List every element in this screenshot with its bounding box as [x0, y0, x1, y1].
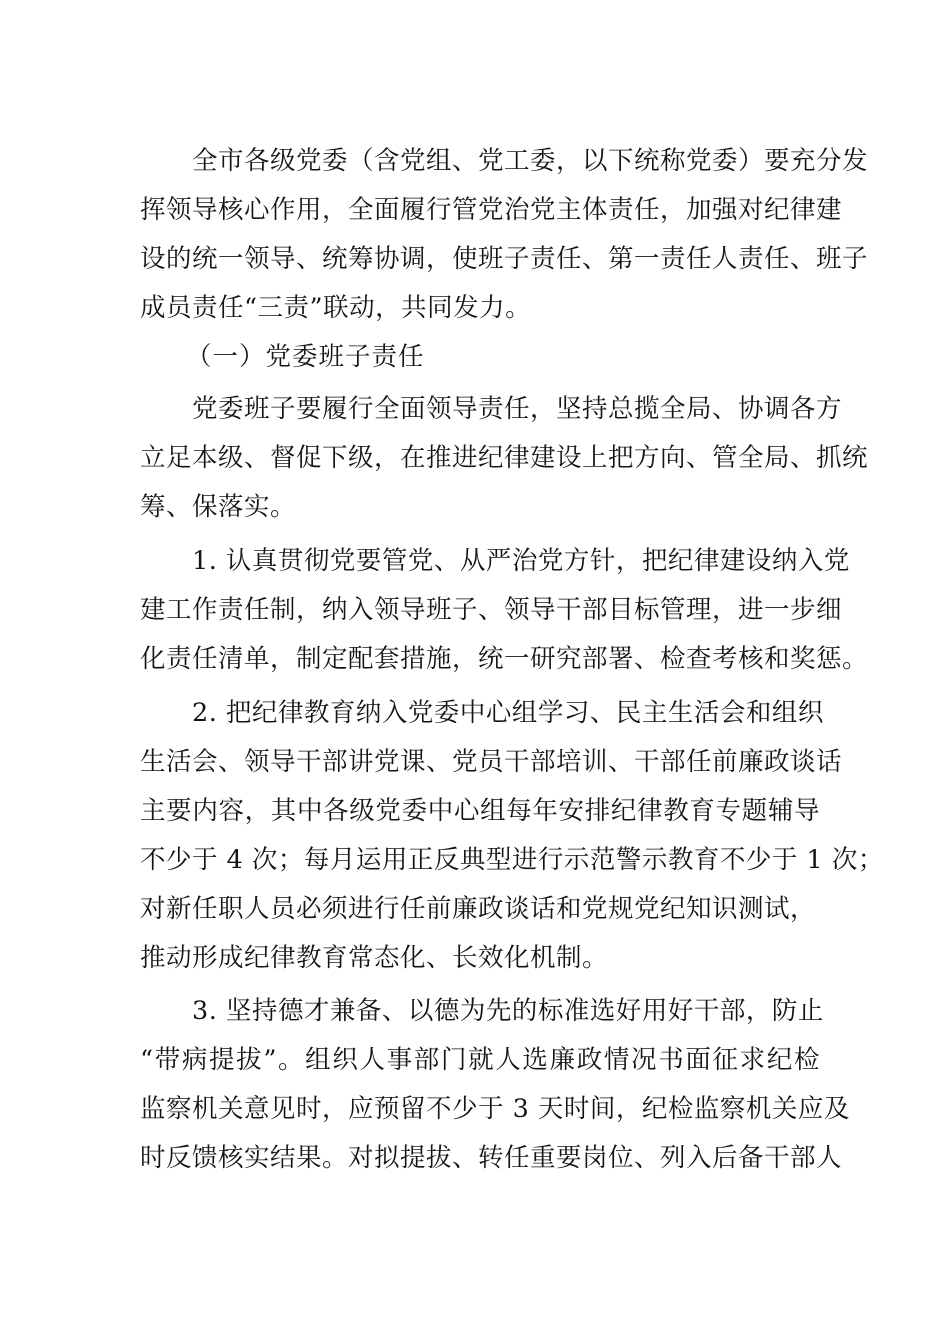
- text-line: 推动形成纪律教育常态化、长效化机制。: [140, 943, 609, 973]
- text-line: 主要内容，其中各级党委中心组每年安排纪律教育专题辅导: [140, 796, 820, 826]
- text-line: 时反馈核实结果。对拟提拔、转任重要岗位、列入后备干部人: [140, 1143, 843, 1173]
- paragraph-item-2: [140, 689, 884, 983]
- paragraph-item-1: [140, 537, 869, 684]
- section-heading: [140, 333, 820, 382]
- text-line: 1. 认真贯彻党要管党、从严治党方针，把纪律建设纳入党: [192, 546, 850, 576]
- paragraph-intro: [140, 137, 869, 333]
- text-line: 2. 把纪律教育纳入党委中心组学习、民主生活会和组织: [192, 698, 824, 728]
- text-line: 立足本级、督促下级，在推进纪律建设上把方向、管全局、抓统: [140, 443, 869, 473]
- text-line: 监察机关意见时，应预留不少于 3 天时间，纪检监察机关应及: [140, 1094, 850, 1124]
- text-line: “带病提拔”。组织人事部门就人选廉政情况书面征求纪检: [140, 1045, 820, 1075]
- text-line: 对新任职人员必须进行任前廉政谈话和党规党纪知识测试，: [140, 894, 817, 924]
- section-heading-text: （一）党委班子责任: [186, 342, 425, 372]
- text-line: 化责任清单，制定配套措施，统一研究部署、检查考核和奖惩。: [140, 644, 869, 674]
- text-line: 成员责任“三责”联动，共同发力。: [140, 293, 532, 323]
- text-line: 不少于 4 次；每月运用正反典型进行示范警示教育不少于 1 次；: [140, 845, 884, 875]
- text-line: 筹、保落实。: [140, 492, 297, 522]
- text-line: 3. 坚持德才兼备、以德为先的标准选好用好干部，防止: [192, 996, 824, 1026]
- text-line: 建工作责任制，纳入领导班子、领导干部目标管理，进一步细: [140, 595, 843, 625]
- text-line: 党委班子要履行全面领导责任，坚持总揽全局、协调各方: [192, 394, 843, 424]
- text-line: 设的统一领导、统筹协调，使班子责任、第一责任人责任、班子: [140, 244, 869, 274]
- text-line: 生活会、领导干部讲党课、党员干部培训、干部任前廉政谈话: [140, 747, 843, 777]
- paragraph-item-3: [140, 987, 850, 1183]
- paragraph-committee-duty: [140, 385, 869, 532]
- text-line: 全市各级党委（含党组、党工委，以下统称党委）要充分发: [192, 146, 869, 176]
- text-line: 挥领导核心作用，全面履行管党治党主体责任，加强对纪律建: [140, 195, 843, 225]
